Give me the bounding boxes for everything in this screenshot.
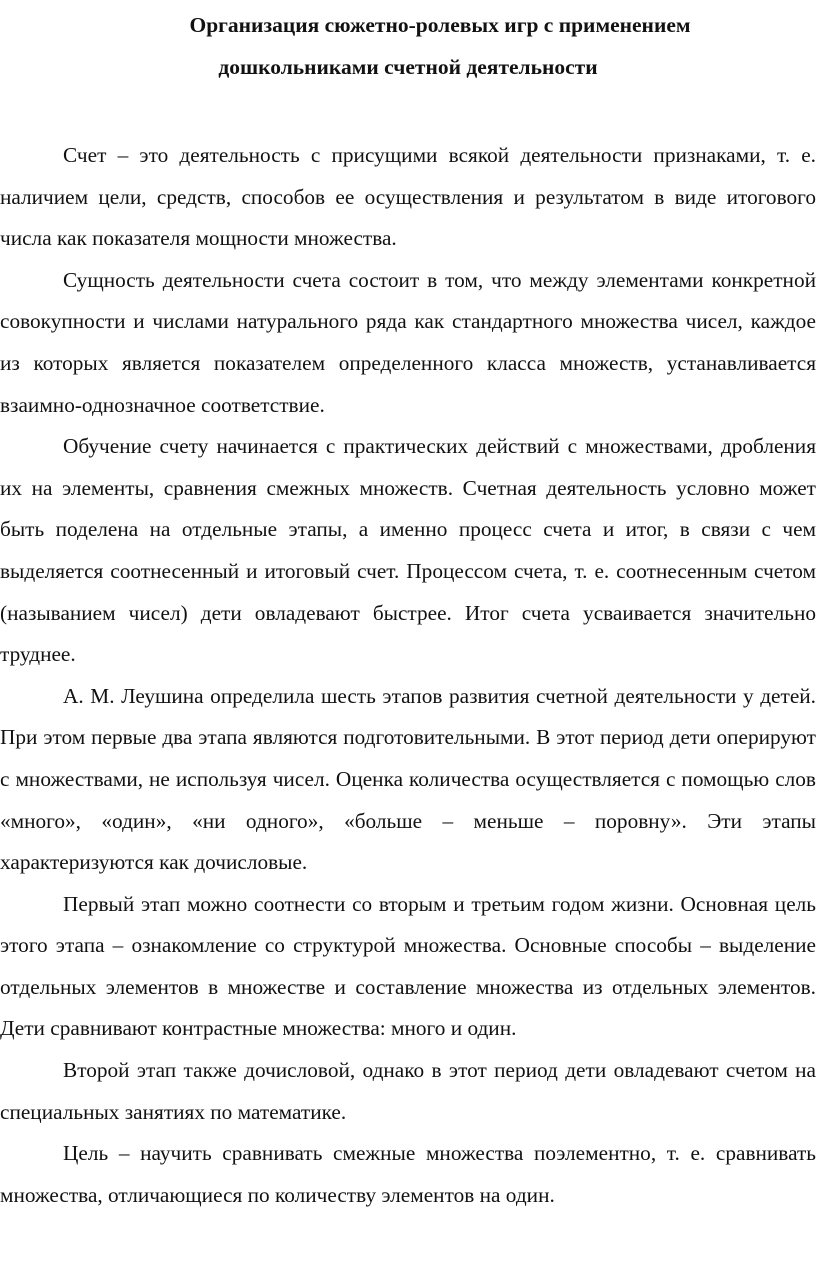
paragraph-6: Второй этап также дочисловой, однако в этот период дети овладевают счетом на специальных занятиях по математике. xyxy=(0,1058,816,1124)
paragraph-7: Цель – научить сравнивать смежные множества поэлементно, т. е. сравнивать множества, отличающиеся по количеству элементов на один. xyxy=(0,1141,816,1207)
paragraph-4: А. М. Леушина определила шесть этапов развития счетной деятельности у детей. При этом первые два этапа являются подготовительными. В этот период дети оперируют с множествами, не используя чисел. Оценка количества осуществляется с помощью слов «много», «один», «ни одного», «больше – меньше – поровну». Эти этапы характеризуются как дочисловые. xyxy=(0,683,816,875)
paragraph-5: Первый этап можно соотнести со вторым и третьим годом жизни. Основная цель этого этапа – ознакомление со структурой множества. Основные способы – выделение отдельных элементов в множестве и составление множества из отдельных элементов. Дети сравнивают контрастные множества: много и один. xyxy=(0,891,816,1041)
paragraph-2: Сущность деятельности счета состоит в том, что между элементами конкретной совокупности и числами натурального ряда как стандартного множества чисел, каждое из которых является показателем определенного класса множеств, устанавливается взаимно-однозначное соответствие. xyxy=(0,267,816,417)
title-line-1: Организация сюжетно-ролевых игр с применением xyxy=(189,13,691,37)
paragraph-3: Обучение счету начинается с практических действий с множествами, дробления их на элементы, сравнения смежных множеств. Счетная деятельность условно может быть поделена на отдельные этапы, а именно процесс счета и итог, в связи с чем выделяется соотнесенный и итоговый счет. Процессом счета, т. е. соотнесенным счетом (называнием чисел) дети овладевают быстрее. Итог счета усваивается значительно труднее. xyxy=(0,434,816,667)
document-body xyxy=(0,135,816,1216)
document-title xyxy=(0,0,816,88)
paragraph-1: Счет – это деятельность с присущими всякой деятельности признаками, т. е. наличием цели, средств, способов ее осуществления и результатом в виде итогового числа как показателя мощности множества. xyxy=(0,143,816,251)
title-line-2: дошкольниками счетной деятельности xyxy=(218,55,598,79)
